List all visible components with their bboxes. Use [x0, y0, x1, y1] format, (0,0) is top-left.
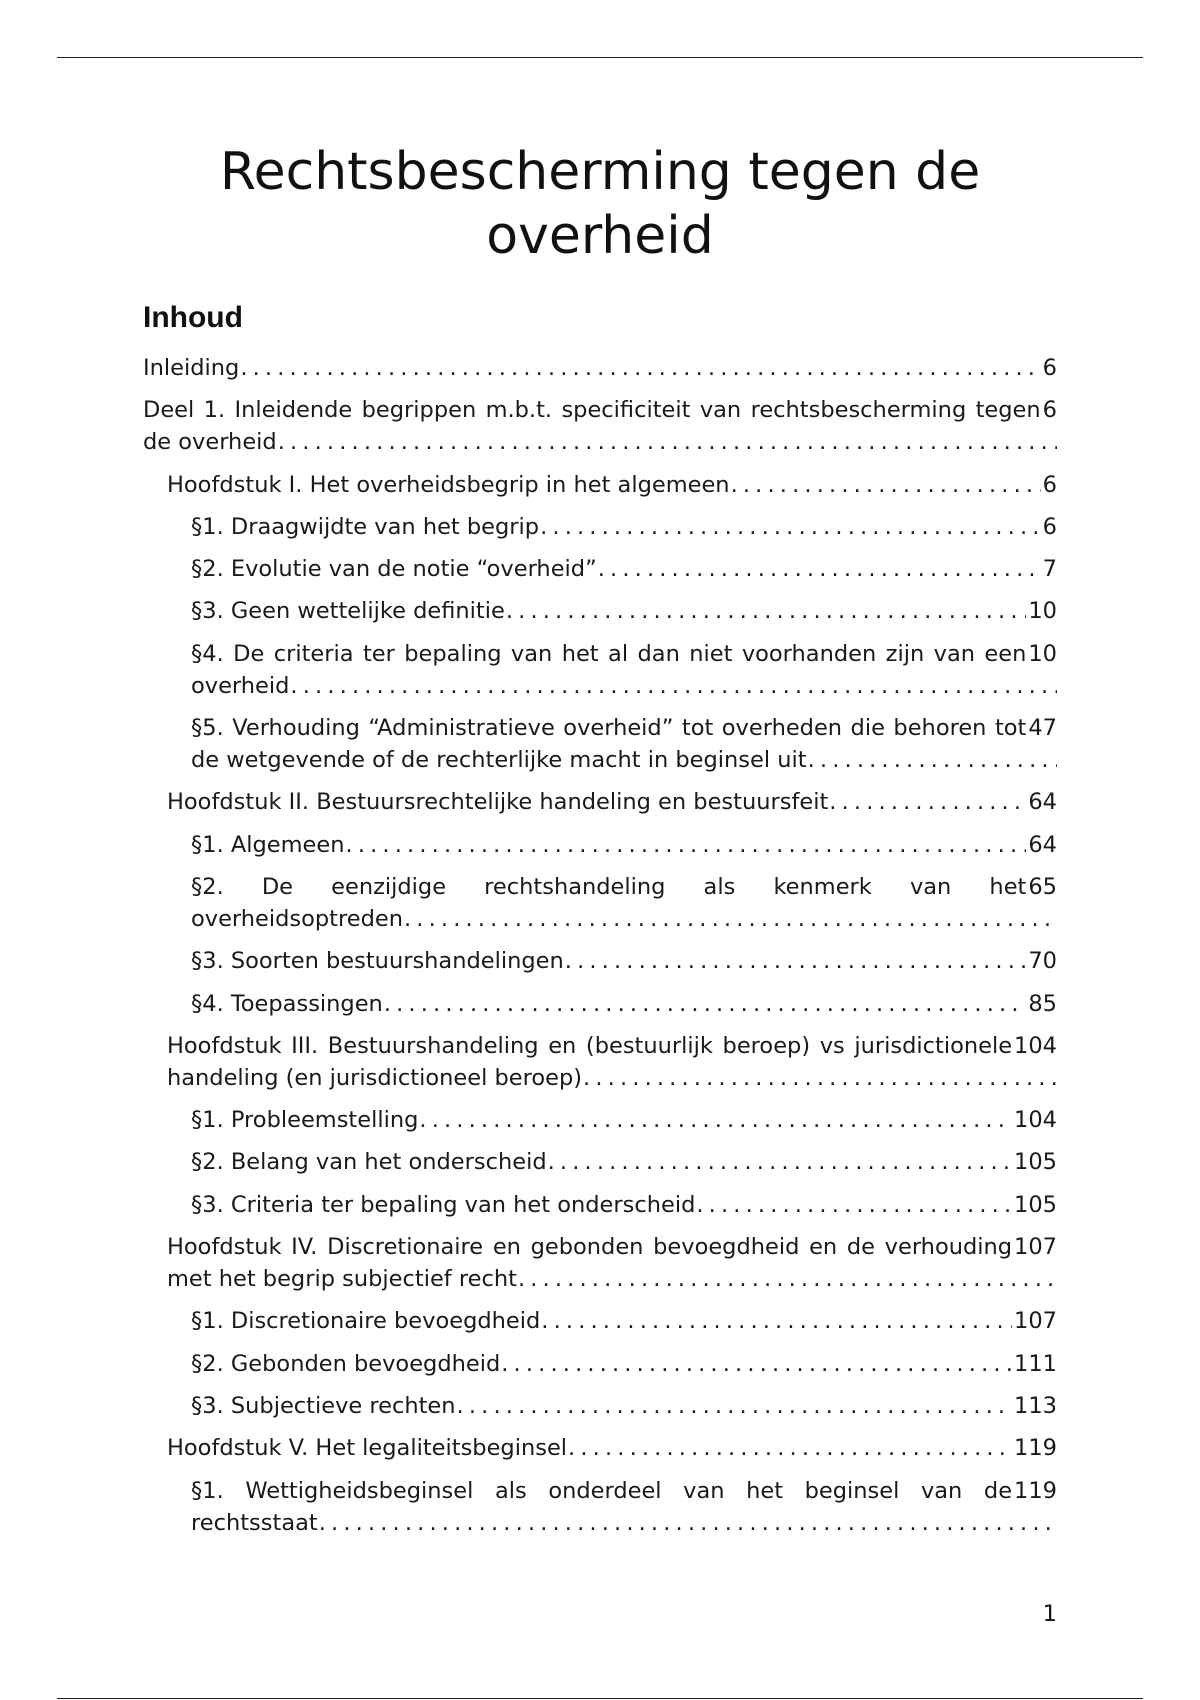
toc-entry-title: Hoofdstuk V. Het legaliteitsbeginsel	[167, 1435, 568, 1462]
toc-entry[interactable]	[143, 871, 1057, 935]
toc-entry[interactable]	[143, 595, 1057, 627]
toc-entry[interactable]	[143, 1030, 1057, 1094]
toc-entry-page: 107	[1012, 1305, 1057, 1337]
toc-entry[interactable]	[143, 638, 1057, 702]
toc-entry[interactable]	[143, 988, 1057, 1020]
toc-entry-page: 64	[1026, 829, 1057, 861]
toc-entry-page: 7	[1041, 553, 1057, 585]
toc-entry-page: 10	[1026, 595, 1057, 627]
toc-entry-title: §2. Gebonden bevoegdheid	[191, 1350, 501, 1377]
toc-entry-title: §3. Soorten bestuurshandelingen	[191, 948, 564, 975]
toc-entry-page: 10	[1026, 638, 1057, 670]
toc-entry[interactable]	[143, 945, 1057, 977]
toc-entry-page: 113	[1012, 1390, 1057, 1422]
toc-entry-title: §2. Belang van het onderscheid	[191, 1149, 547, 1176]
toc-entry-page: 64	[1026, 786, 1057, 818]
toc-entry-page: 119	[1012, 1475, 1057, 1507]
toc-entry-title: §1. Wettigheidsbeginsel als onderdeel van het beginsel van de rechtsstaat	[191, 1477, 1013, 1536]
toc-entry-page: 6	[1041, 511, 1057, 543]
toc-entry[interactable]	[143, 786, 1057, 818]
toc-entry-title: §1. Discretionaire bevoegdheid	[191, 1308, 541, 1335]
toc-entry-page: 6	[1041, 352, 1057, 384]
toc-entry-page: 105	[1012, 1189, 1057, 1221]
toc-entry[interactable]	[143, 1305, 1057, 1337]
toc-entry-page: 65	[1026, 871, 1057, 903]
toc-entry[interactable]	[143, 553, 1057, 585]
toc-entry[interactable]	[143, 829, 1057, 861]
toc-entry[interactable]	[143, 1189, 1057, 1221]
toc-entry-title: Hoofdstuk II. Bestuursrechtelijke handeling en bestuursfeit	[167, 789, 829, 816]
toc-entry-title: §1. Algemeen	[191, 831, 345, 858]
toc-entry-title: Hoofdstuk III. Bestuurshandeling en (bestuurlijk beroep) vs jurisdictionele handeling (en jurisdictioneel beroep)	[167, 1032, 1013, 1091]
toc-entry-title: Hoofdstuk IV. Discretionaire en gebonden bevoegdheid en de verhouding met het begrip subjectief recht	[167, 1234, 1013, 1293]
toc-entry[interactable]	[143, 1390, 1057, 1422]
toc-entry-page: 70	[1026, 945, 1057, 977]
toc-entry-title: §5. Verhouding “Administratieve overheid” tot overheden die behoren tot de wetgevende of de rechterlijke macht in beginsel uit	[191, 715, 1027, 774]
toc-entry-title: §4. De criteria ter bepaling van het al dan niet voorhanden zijn van een overheid	[191, 640, 1027, 699]
toc-entry[interactable]	[143, 1231, 1057, 1295]
toc-entry-title: §1. Probleemstelling	[191, 1107, 419, 1134]
toc-entry[interactable]	[143, 1432, 1057, 1464]
toc-entry-page: 104	[1012, 1104, 1057, 1136]
page-title: Rechtsbescherming tegen de overheid	[219, 142, 981, 266]
toc-entry-page: 104	[1012, 1030, 1057, 1062]
toc-entry-title: Inleiding	[143, 355, 240, 381]
toc-entry-title: §3. Criteria ter bepaling van het onderscheid	[191, 1191, 696, 1218]
toc-entry[interactable]	[143, 511, 1057, 543]
toc-entry-title: §1. Draagwijdte van het begrip	[191, 513, 540, 540]
toc-heading: Inhoud	[143, 301, 243, 334]
toc-entry[interactable]	[143, 712, 1057, 776]
toc-entry-title: Deel 1. Inleidende begrippen m.b.t. specificiteit van rechtsbescherming tegen de overheid	[143, 397, 1041, 456]
toc-entry-page: 119	[1012, 1432, 1057, 1464]
toc-entry[interactable]	[143, 469, 1057, 501]
toc-entry-page: 85	[1026, 988, 1057, 1020]
table-of-contents	[143, 352, 1057, 1549]
toc-entry-title: §2. Evolutie van de notie “overheid”	[191, 556, 597, 583]
toc-entry-page: 47	[1026, 712, 1057, 744]
toc-entry-title: §2. De eenzijdige rechtshandeling als kenmerk van het overheidsoptreden	[191, 873, 1027, 932]
toc-entry[interactable]	[143, 1146, 1057, 1178]
toc-entry[interactable]	[143, 394, 1057, 458]
toc-entry[interactable]	[143, 1104, 1057, 1136]
toc-entry-page: 6	[1041, 394, 1057, 426]
toc-entry-title: §3. Subjectieve rechten	[191, 1392, 456, 1419]
toc-entry[interactable]	[143, 1475, 1057, 1539]
toc-entry-title: §4. Toepassingen	[191, 990, 383, 1017]
header-rule	[57, 57, 1143, 58]
toc-entry[interactable]	[143, 1348, 1057, 1380]
toc-entry[interactable]	[143, 352, 1057, 384]
toc-entry-page: 6	[1041, 469, 1057, 501]
toc-entry-page: 105	[1012, 1146, 1057, 1178]
toc-entry-page: 107	[1012, 1231, 1057, 1263]
footer-rule	[57, 1698, 1143, 1699]
toc-entry-title: §3. Geen wettelijke definitie	[191, 598, 505, 625]
page-number: 1	[1042, 1601, 1057, 1627]
toc-entry-page: 111	[1012, 1348, 1057, 1380]
toc-entry-title: Hoofdstuk I. Het overheidsbegrip in het algemeen	[167, 471, 730, 498]
